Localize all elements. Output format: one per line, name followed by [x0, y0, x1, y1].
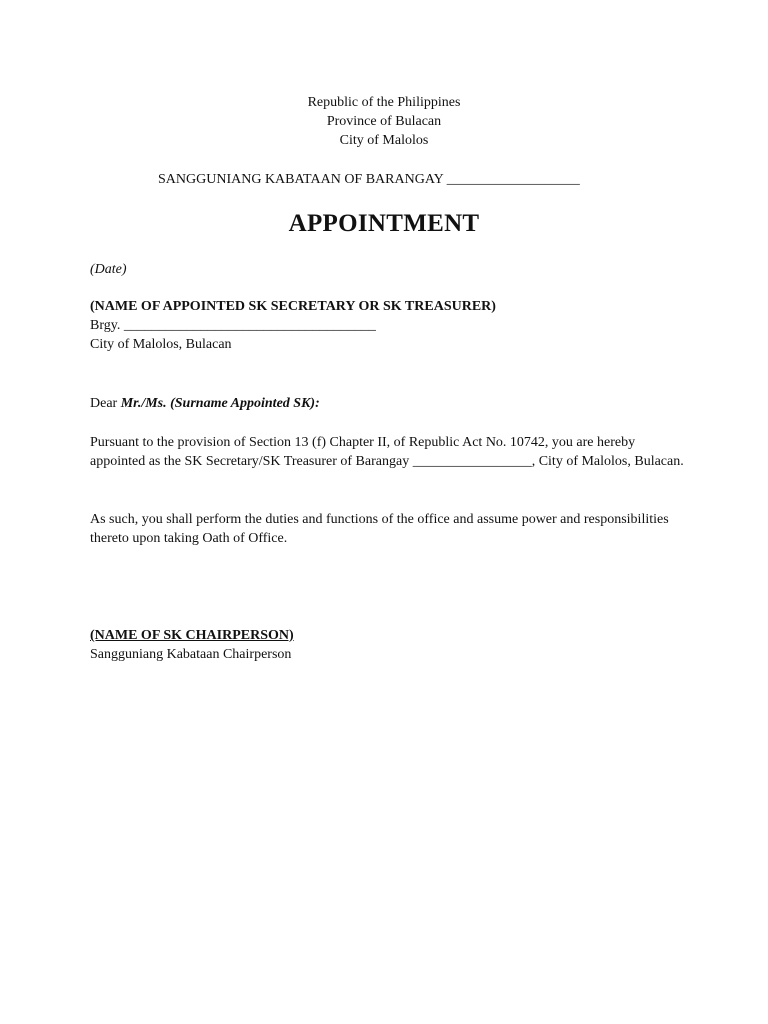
sk-barangay-line: SANGGUNIANG KABATAAN OF BARANGAY ___________________: [158, 172, 580, 187]
letterhead: [0, 93, 768, 150]
header-city: City of Malolos: [339, 133, 429, 148]
signatory-position: Sangguniang Kabataan Chairperson: [90, 647, 292, 662]
date-placeholder: (Date): [90, 262, 127, 277]
addressee-brgy: Brgy. ____________________________________: [90, 318, 376, 333]
salutation-name: Mr./Ms. (Surname Appointed SK):: [120, 396, 320, 411]
header-province: Province of Bulacan: [326, 114, 442, 129]
signatory-name: (NAME OF SK CHAIRPERSON): [90, 628, 294, 643]
signature-block: [90, 626, 690, 664]
body-paragraph-2: As such, you shall perform the duties and functions of the office and assume power and responsibilities thereto upon taking Oath of Office.: [90, 512, 669, 546]
addressee-block: [90, 297, 690, 354]
salutation: [90, 394, 690, 413]
addressee-name: (NAME OF APPOINTED SK SECRETARY OR SK TREASURER): [90, 299, 496, 314]
document-title: APPOINTMENT: [288, 210, 480, 237]
body-paragraph-1: Pursuant to the provision of Section 13 (f) Chapter II, of Republic Act No. 10742, you are hereby appointed as the SK Secretary/SK Treasurer of Barangay _________________, City of Malolos, Bulacan.: [90, 435, 684, 469]
header-republic: Republic of the Philippines: [307, 95, 461, 110]
salutation-prefix: Dear: [90, 396, 121, 411]
addressee-city: City of Malolos, Bulacan: [90, 337, 232, 352]
